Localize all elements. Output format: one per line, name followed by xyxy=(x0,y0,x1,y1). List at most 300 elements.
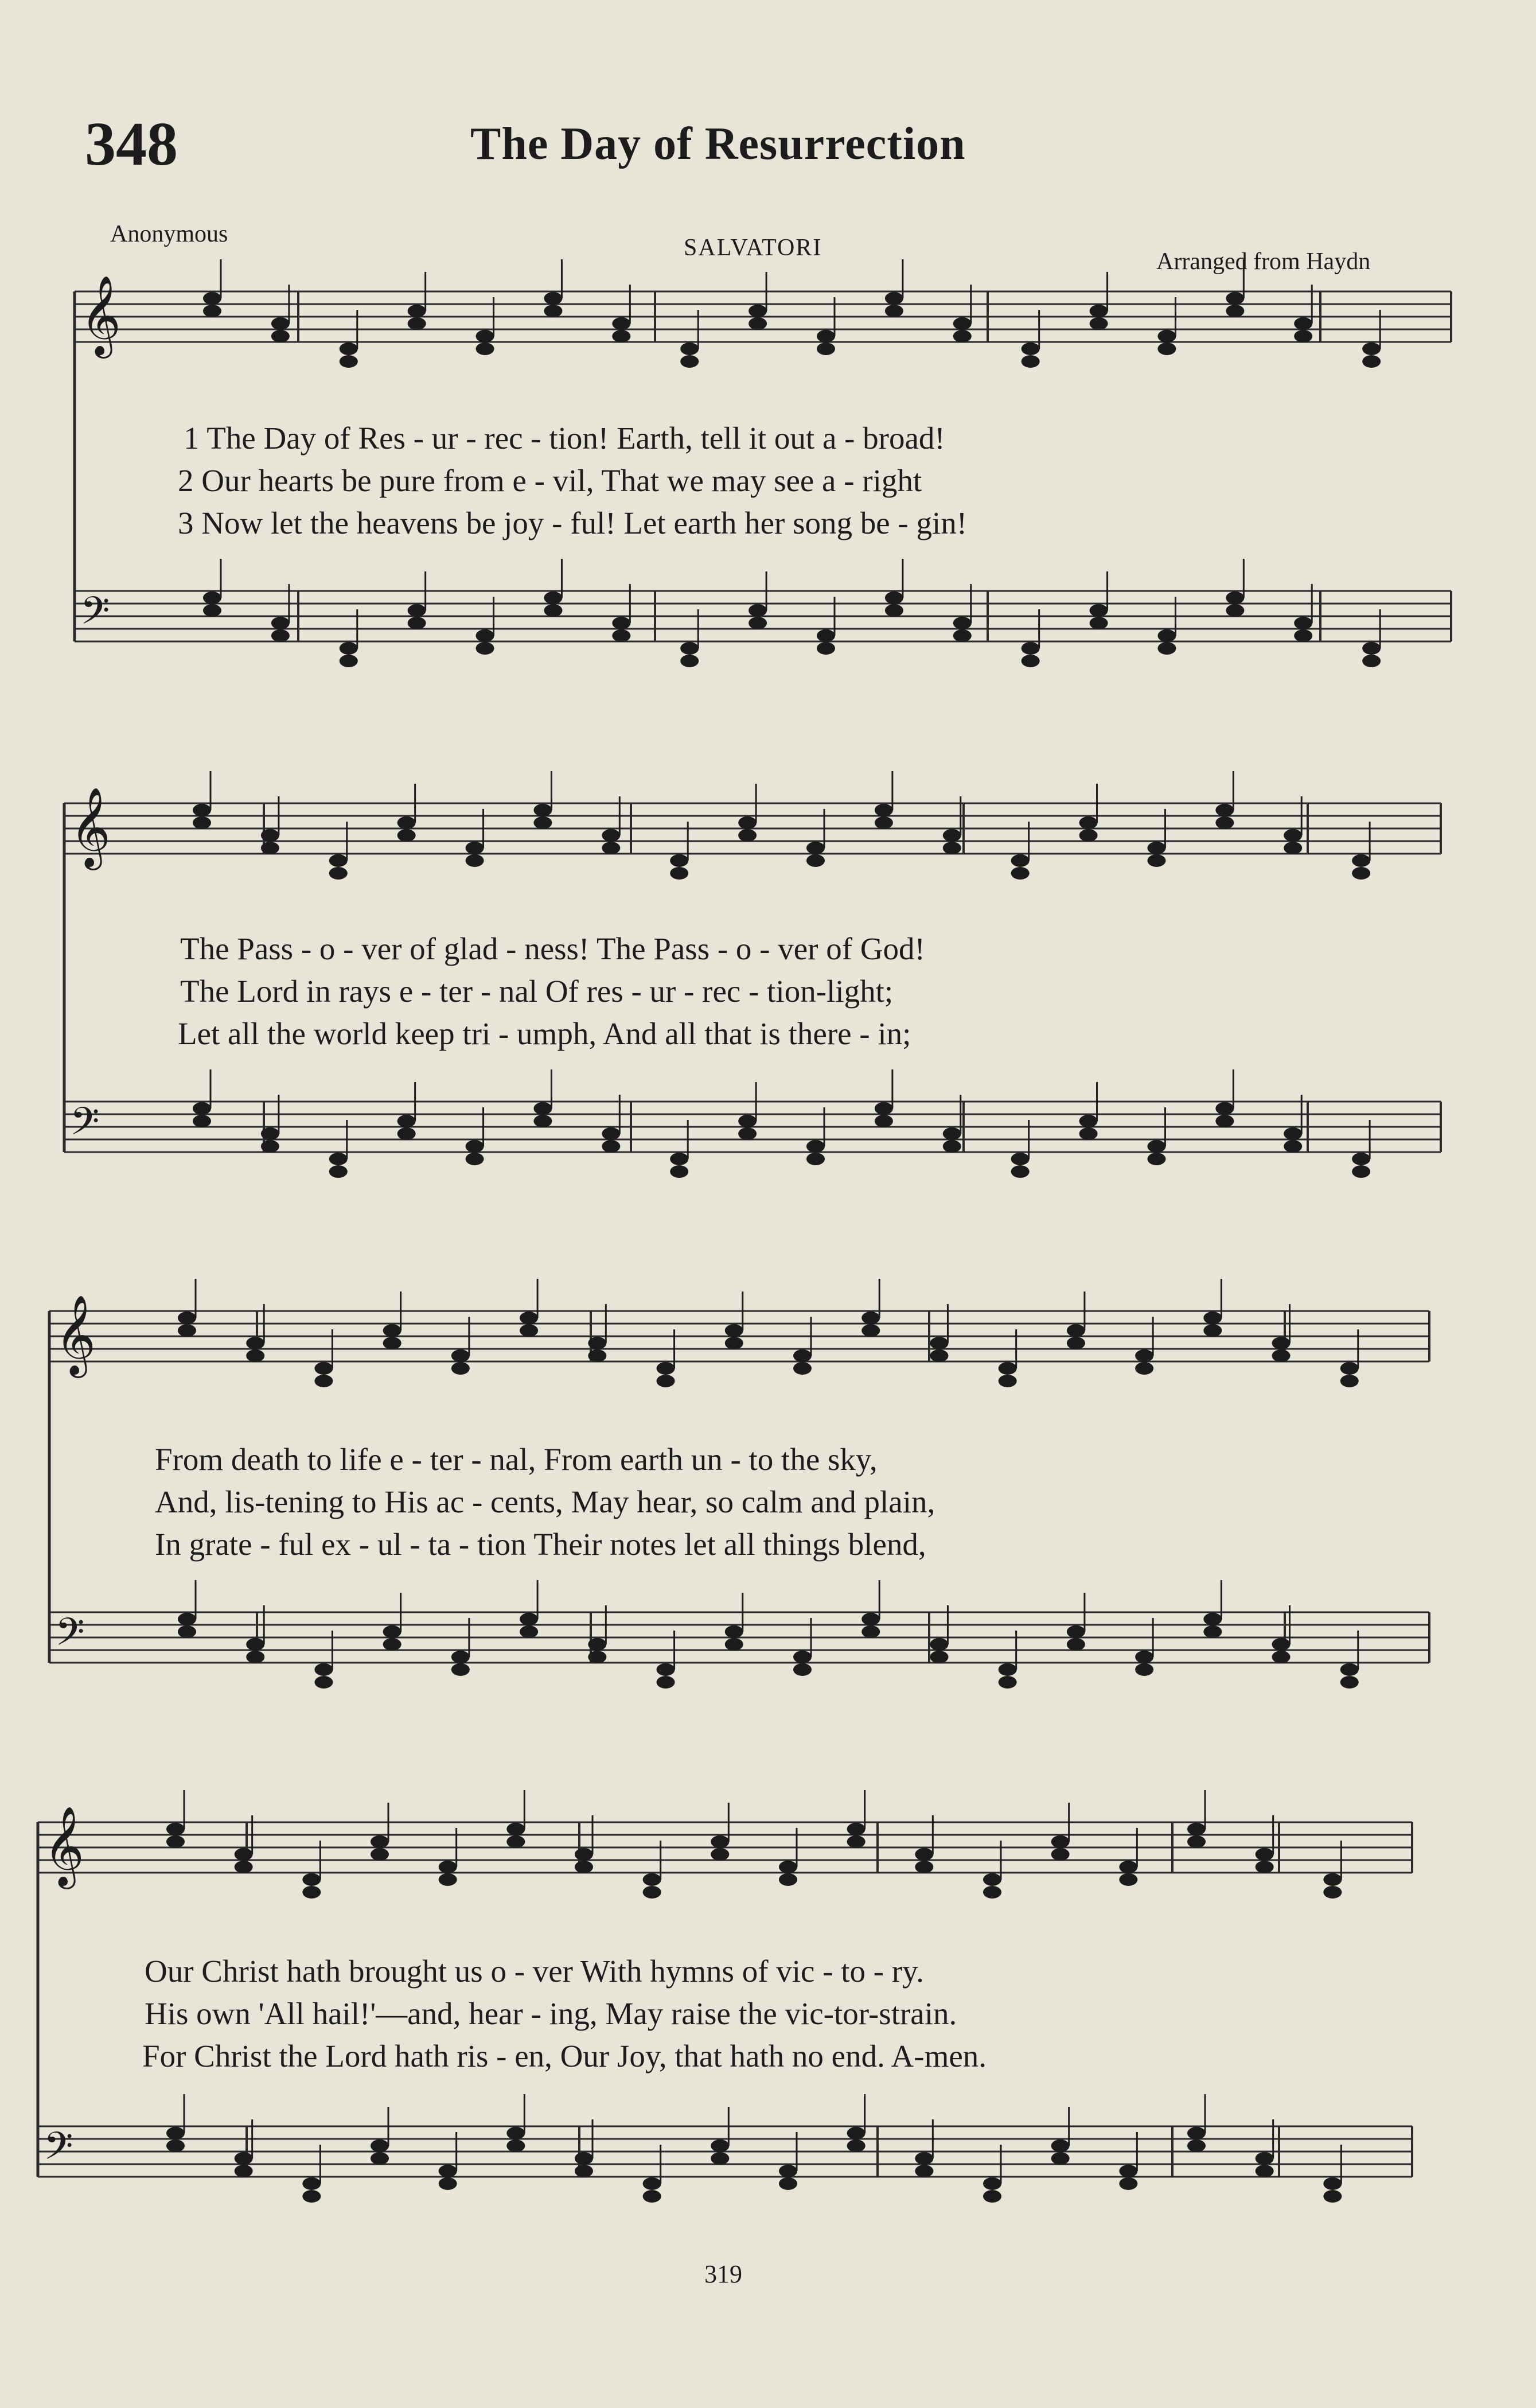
note-head xyxy=(643,1886,661,1899)
note-head xyxy=(520,1613,538,1625)
note-head xyxy=(1294,317,1312,330)
note-head xyxy=(670,867,688,880)
note-head xyxy=(847,2139,866,2152)
note-head xyxy=(178,1625,196,1638)
note-head xyxy=(1256,1861,1274,1873)
note-head xyxy=(885,592,903,604)
note-head xyxy=(612,629,630,642)
note-head xyxy=(314,1362,333,1375)
note-head xyxy=(340,343,358,355)
note-head xyxy=(302,2190,321,2203)
note-head xyxy=(271,330,290,343)
note-head xyxy=(1051,1835,1070,1848)
note-head xyxy=(340,642,358,655)
note-head xyxy=(930,1337,948,1349)
note-head xyxy=(1157,642,1176,655)
note-head xyxy=(875,1115,893,1127)
note-head xyxy=(408,305,426,317)
note-head xyxy=(943,842,961,854)
note-head xyxy=(861,1324,880,1337)
note-head xyxy=(533,1102,552,1115)
note-head xyxy=(329,1153,348,1165)
note-head xyxy=(1119,2165,1137,2177)
treble-clef-icon: 𝄞 xyxy=(44,1806,84,1886)
note-head xyxy=(1294,617,1312,629)
lyric-line: 1 The Day of Res - ur - rec - tion! Earth, tell it out a - broad! xyxy=(184,421,945,456)
note-head xyxy=(983,2177,1001,2190)
note-head xyxy=(466,854,484,867)
note-head xyxy=(657,1676,675,1689)
note-head xyxy=(1215,1115,1234,1127)
treble-clef-icon: 𝄞 xyxy=(80,275,121,355)
note-head xyxy=(506,1835,525,1848)
note-head xyxy=(875,816,893,829)
note-head xyxy=(915,2165,933,2177)
page-number: 319 xyxy=(704,2260,742,2288)
note-head xyxy=(1119,1873,1137,1886)
note-head xyxy=(1340,1676,1359,1689)
note-head xyxy=(1135,1651,1153,1663)
note-head xyxy=(953,330,972,343)
note-head xyxy=(930,1638,948,1651)
note-head xyxy=(1022,642,1040,655)
note-head xyxy=(408,604,426,617)
note-head xyxy=(779,1873,797,1886)
note-head xyxy=(612,317,630,330)
note-head xyxy=(915,1861,933,1873)
note-head xyxy=(235,2152,253,2165)
note-head xyxy=(1362,343,1381,355)
note-head xyxy=(793,1651,812,1663)
note-head xyxy=(1256,2152,1274,2165)
note-head xyxy=(983,2190,1001,2203)
note-head xyxy=(302,1886,321,1899)
note-head xyxy=(271,317,290,330)
note-head xyxy=(520,1312,538,1324)
note-head xyxy=(1215,816,1234,829)
tune-name: SALVATORI xyxy=(684,235,822,261)
note-head xyxy=(203,592,221,604)
note-head xyxy=(602,829,620,842)
note-head xyxy=(738,816,757,829)
note-head xyxy=(670,1153,688,1165)
note-head xyxy=(1272,1651,1291,1663)
note-head xyxy=(1147,1153,1165,1165)
note-head xyxy=(439,2177,457,2190)
bass-clef-icon: 𝄢 xyxy=(80,589,110,642)
note-head xyxy=(1079,829,1098,842)
note-head xyxy=(999,1676,1017,1689)
note-head xyxy=(1284,1127,1302,1140)
note-head xyxy=(575,1848,593,1861)
note-head xyxy=(657,1663,675,1676)
note-head xyxy=(680,642,699,655)
note-head xyxy=(748,604,767,617)
note-head xyxy=(371,1848,389,1861)
note-head xyxy=(1067,1638,1085,1651)
note-head xyxy=(943,1127,961,1140)
note-head xyxy=(1011,854,1030,867)
note-head xyxy=(544,604,562,617)
note-head xyxy=(1352,867,1370,880)
note-head xyxy=(1187,2127,1206,2139)
bass-clef-icon: 𝄢 xyxy=(70,1099,100,1153)
note-head xyxy=(670,1165,688,1178)
note-head xyxy=(1323,1886,1342,1899)
note-head xyxy=(340,655,358,667)
note-head xyxy=(861,1613,880,1625)
note-head xyxy=(1362,355,1381,368)
note-head xyxy=(930,1651,948,1663)
note-head xyxy=(930,1349,948,1362)
note-head xyxy=(371,1835,389,1848)
note-head xyxy=(806,1140,825,1153)
note-head xyxy=(953,317,972,330)
note-head xyxy=(575,2165,593,2177)
lyric-line: From death to life e - ter - nal, From earth un - to the sky, xyxy=(155,1442,878,1477)
note-head xyxy=(166,1823,185,1835)
note-head xyxy=(1011,867,1030,880)
note-head xyxy=(915,2152,933,2165)
note-head xyxy=(329,1165,348,1178)
note-head xyxy=(1067,1337,1085,1349)
note-head xyxy=(793,1663,812,1676)
note-head xyxy=(506,1823,525,1835)
note-head xyxy=(235,1861,253,1873)
note-head xyxy=(1079,816,1098,829)
note-head xyxy=(439,2165,457,2177)
note-head xyxy=(1187,2139,1206,2152)
note-head xyxy=(657,1362,675,1375)
note-head xyxy=(203,305,221,317)
note-head xyxy=(506,2139,525,2152)
note-head xyxy=(738,829,757,842)
bass-clef-icon: 𝄢 xyxy=(44,2124,73,2177)
bass-clef-icon: 𝄢 xyxy=(55,1610,85,1663)
note-head xyxy=(451,1349,470,1362)
note-head xyxy=(1147,842,1165,854)
note-head xyxy=(861,1312,880,1324)
hymn-number: 348 xyxy=(85,110,178,178)
note-head xyxy=(371,2152,389,2165)
note-head xyxy=(1090,617,1108,629)
note-head xyxy=(1203,1312,1222,1324)
note-head xyxy=(261,829,279,842)
note-head xyxy=(1135,1663,1153,1676)
note-head xyxy=(476,642,494,655)
note-head xyxy=(1051,1848,1070,1861)
note-head xyxy=(999,1362,1017,1375)
lyric-line: Let all the world keep tri - umph, And all that is there - in; xyxy=(178,1016,911,1051)
note-head xyxy=(1294,330,1312,343)
note-head xyxy=(1323,2177,1342,2190)
note-head xyxy=(544,592,562,604)
note-head xyxy=(193,1115,211,1127)
note-head xyxy=(612,617,630,629)
note-head xyxy=(408,317,426,330)
note-head xyxy=(476,330,494,343)
note-head xyxy=(1226,604,1244,617)
note-head xyxy=(861,1625,880,1638)
note-head xyxy=(1079,1127,1098,1140)
author-credit: Anonymous xyxy=(110,221,228,247)
note-head xyxy=(383,1324,401,1337)
note-head xyxy=(533,816,552,829)
note-head xyxy=(261,842,279,854)
note-head xyxy=(725,1337,743,1349)
note-head xyxy=(680,343,699,355)
note-head xyxy=(439,1861,457,1873)
note-head xyxy=(166,1835,185,1848)
note-head xyxy=(1256,1848,1274,1861)
note-head xyxy=(1323,2190,1342,2203)
note-head xyxy=(1284,1140,1302,1153)
note-head xyxy=(588,1349,606,1362)
note-head xyxy=(943,829,961,842)
note-head xyxy=(1157,629,1176,642)
lyric-line: In grate - ful ex - ul - ta - tion Their notes let all things blend, xyxy=(155,1527,926,1562)
note-head xyxy=(439,1873,457,1886)
lyric-line: Our Christ hath brought us o - ver With hymns of vic - to - ry. xyxy=(145,1954,924,1989)
treble-clef-icon: 𝄞 xyxy=(55,1295,96,1375)
note-head xyxy=(817,629,835,642)
treble-clef-icon: 𝄞 xyxy=(70,787,111,867)
note-head xyxy=(711,2139,729,2152)
note-head xyxy=(166,2139,185,2152)
note-head xyxy=(885,305,903,317)
note-head xyxy=(520,1324,538,1337)
note-head xyxy=(1203,1613,1222,1625)
note-head xyxy=(1147,1140,1165,1153)
note-head xyxy=(793,1362,812,1375)
note-head xyxy=(1226,292,1244,305)
note-head xyxy=(533,804,552,816)
note-head xyxy=(875,804,893,816)
note-head xyxy=(1362,642,1381,655)
note-head xyxy=(725,1625,743,1638)
note-head xyxy=(711,2152,729,2165)
note-head xyxy=(1362,655,1381,667)
note-head xyxy=(1272,1337,1291,1349)
note-head xyxy=(246,1349,264,1362)
note-head xyxy=(817,330,835,343)
note-head xyxy=(466,1140,484,1153)
note-head xyxy=(1256,2165,1274,2177)
note-head xyxy=(588,1651,606,1663)
note-head xyxy=(466,1153,484,1165)
note-head xyxy=(1294,629,1312,642)
note-head xyxy=(1011,1153,1030,1165)
note-head xyxy=(1157,330,1176,343)
note-head xyxy=(806,1153,825,1165)
note-head xyxy=(383,1625,401,1638)
note-head xyxy=(397,829,416,842)
note-head xyxy=(1022,343,1040,355)
note-head xyxy=(999,1375,1017,1387)
note-head xyxy=(817,343,835,355)
note-head xyxy=(271,629,290,642)
note-head xyxy=(1352,1153,1370,1165)
note-head xyxy=(725,1324,743,1337)
hymn-title: The Day of Resurrection xyxy=(470,119,966,169)
note-head xyxy=(711,1848,729,1861)
note-head xyxy=(329,854,348,867)
note-head xyxy=(1090,317,1108,330)
note-head xyxy=(261,1140,279,1153)
note-head xyxy=(1215,804,1234,816)
note-head xyxy=(1272,1349,1291,1362)
note-head xyxy=(314,1375,333,1387)
note-head xyxy=(602,1140,620,1153)
note-head xyxy=(1067,1324,1085,1337)
note-head xyxy=(397,816,416,829)
note-head xyxy=(1135,1349,1153,1362)
note-head xyxy=(779,2165,797,2177)
note-head xyxy=(711,1835,729,1848)
note-head xyxy=(643,2177,661,2190)
note-head xyxy=(643,2190,661,2203)
note-head xyxy=(1187,1823,1206,1835)
note-head xyxy=(235,2165,253,2177)
arranger-credit: Arranged from Haydn xyxy=(1156,248,1371,275)
note-head xyxy=(1051,2152,1070,2165)
note-head xyxy=(983,1873,1001,1886)
note-head xyxy=(953,617,972,629)
note-head xyxy=(271,617,290,629)
note-head xyxy=(520,1625,538,1638)
note-head xyxy=(738,1127,757,1140)
note-head xyxy=(193,804,211,816)
note-head xyxy=(575,2152,593,2165)
note-head xyxy=(371,2139,389,2152)
note-head xyxy=(657,1375,675,1387)
note-head xyxy=(915,1848,933,1861)
note-head xyxy=(533,1115,552,1127)
note-head xyxy=(602,842,620,854)
note-head xyxy=(748,617,767,629)
note-head xyxy=(235,1848,253,1861)
note-head xyxy=(1022,355,1040,368)
note-head xyxy=(203,292,221,305)
note-head xyxy=(166,2127,185,2139)
note-head xyxy=(1067,1625,1085,1638)
lyric-line: For Christ the Lord hath ris - en, Our Joy, that hath no end. A-men. xyxy=(142,2039,987,2074)
note-head xyxy=(885,292,903,305)
note-head xyxy=(476,343,494,355)
note-head xyxy=(1272,1638,1291,1651)
note-head xyxy=(670,854,688,867)
note-head xyxy=(1090,604,1108,617)
lyric-line: And, lis-tening to His ac - cents, May hear, so calm and plain, xyxy=(155,1484,935,1519)
note-head xyxy=(725,1638,743,1651)
note-head xyxy=(1203,1625,1222,1638)
note-head xyxy=(506,2127,525,2139)
note-head xyxy=(1119,2177,1137,2190)
note-head xyxy=(575,1861,593,1873)
note-head xyxy=(1051,2139,1070,2152)
note-head xyxy=(983,1886,1001,1899)
note-head xyxy=(383,1337,401,1349)
note-head xyxy=(680,355,699,368)
note-head xyxy=(1226,592,1244,604)
note-head xyxy=(383,1638,401,1651)
lyric-line: 2 Our hearts be pure from e - vil, That we may see a - right xyxy=(178,463,922,498)
note-head xyxy=(643,1873,661,1886)
note-head xyxy=(588,1337,606,1349)
note-head xyxy=(779,2177,797,2190)
lyric-line: His own 'All hail!'—and, hear - ing, May raise the vic-tor-strain. xyxy=(145,1996,957,2031)
note-head xyxy=(397,1115,416,1127)
note-head xyxy=(748,317,767,330)
note-head xyxy=(1215,1102,1234,1115)
note-head xyxy=(1352,854,1370,867)
note-head xyxy=(203,604,221,617)
note-head xyxy=(476,629,494,642)
note-head xyxy=(314,1663,333,1676)
note-head xyxy=(1284,829,1302,842)
note-head xyxy=(1284,842,1302,854)
note-head xyxy=(314,1676,333,1689)
note-head xyxy=(544,292,562,305)
note-head xyxy=(544,305,562,317)
note-head xyxy=(779,1861,797,1873)
lyric-line: The Lord in rays e - ter - nal Of res - ur - rec - tion-light; xyxy=(180,974,894,1009)
note-head xyxy=(193,1102,211,1115)
note-head xyxy=(1203,1324,1222,1337)
note-head xyxy=(1135,1362,1153,1375)
note-head xyxy=(588,1638,606,1651)
note-head xyxy=(1340,1362,1359,1375)
lyric-line: The Pass - o - ver of glad - ness! The Pass - o - ver of God! xyxy=(180,931,925,966)
note-head xyxy=(602,1127,620,1140)
note-head xyxy=(1187,1835,1206,1848)
note-head xyxy=(1226,305,1244,317)
note-head xyxy=(1323,1873,1342,1886)
note-head xyxy=(738,1115,757,1127)
note-head xyxy=(1147,854,1165,867)
note-head xyxy=(680,655,699,667)
note-head xyxy=(817,642,835,655)
note-head xyxy=(451,1362,470,1375)
note-head xyxy=(847,2127,866,2139)
note-head xyxy=(408,617,426,629)
note-head xyxy=(806,854,825,867)
note-head xyxy=(847,1823,866,1835)
note-head xyxy=(748,305,767,317)
note-head xyxy=(451,1651,470,1663)
note-head xyxy=(302,2177,321,2190)
note-head xyxy=(178,1312,196,1324)
note-head xyxy=(875,1102,893,1115)
note-head xyxy=(612,330,630,343)
note-head xyxy=(246,1651,264,1663)
note-head xyxy=(1352,1165,1370,1178)
note-head xyxy=(1079,1115,1098,1127)
note-head xyxy=(1340,1375,1359,1387)
note-head xyxy=(246,1638,264,1651)
note-head xyxy=(451,1663,470,1676)
note-head xyxy=(302,1873,321,1886)
note-head xyxy=(193,816,211,829)
note-head xyxy=(943,1140,961,1153)
note-head xyxy=(953,629,972,642)
note-head xyxy=(466,842,484,854)
note-head xyxy=(1090,305,1108,317)
note-head xyxy=(329,867,348,880)
note-head xyxy=(806,842,825,854)
note-head xyxy=(793,1349,812,1362)
lyric-line: 3 Now let the heavens be joy - ful! Let earth her song be - gin! xyxy=(178,505,968,540)
